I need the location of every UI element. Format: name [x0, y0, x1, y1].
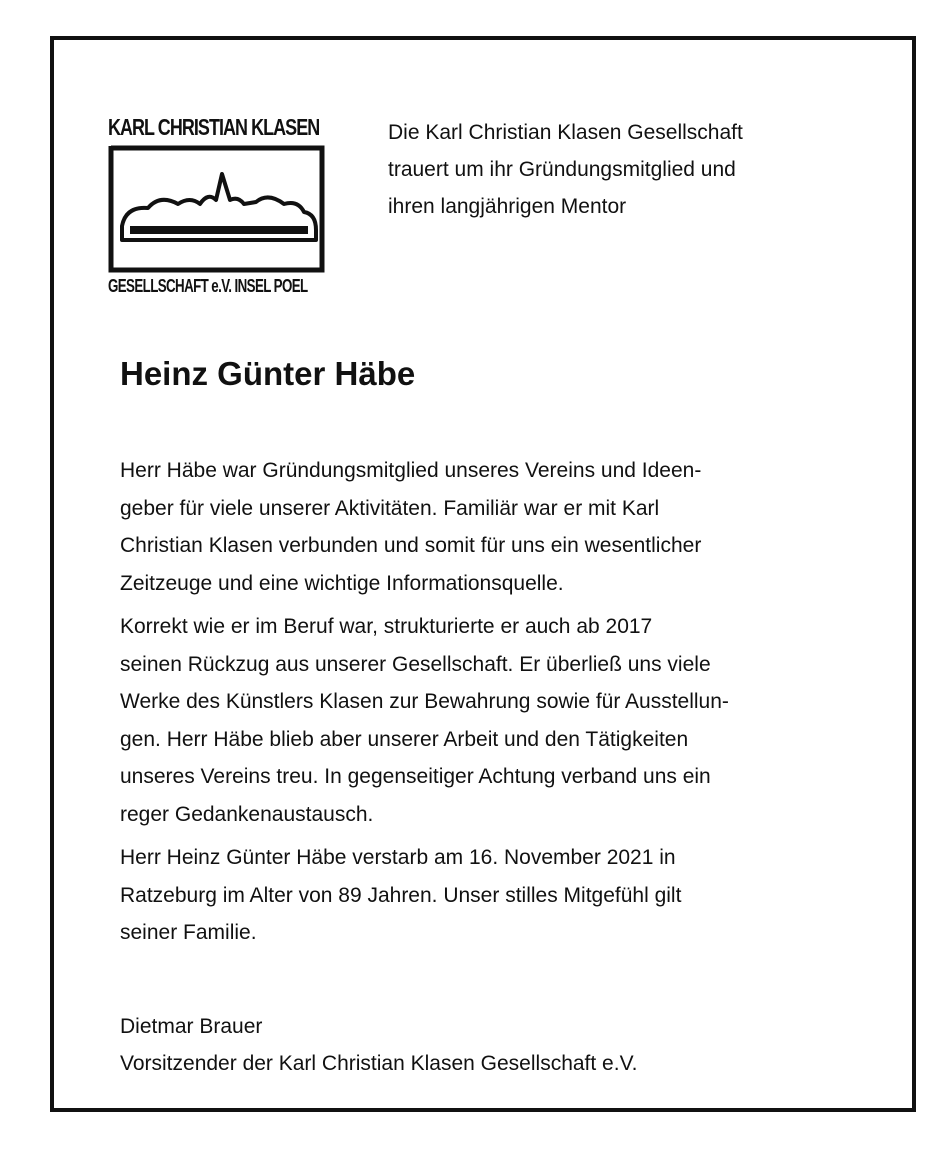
intro-text	[388, 114, 858, 225]
signature-block	[120, 1008, 637, 1082]
logo-top-text: KARL CHRISTIAN KLASEN	[108, 114, 320, 140]
paragraph	[120, 452, 880, 602]
obituary-body	[120, 452, 880, 958]
intro-line: trauert um ihr Gründungsmitglied und	[388, 158, 736, 181]
paragraph-line: Christian Klasen verbunden und somit für uns ein wesentlicher	[120, 534, 702, 557]
paragraph	[120, 608, 880, 833]
paragraph-line: Zeitzeuge und eine wichtige Informationsquelle.	[120, 571, 564, 595]
paragraph-line: Herr Häbe war Gründungsmitglied unseres Vereins und Ideen-	[120, 459, 702, 482]
paragraph	[120, 839, 880, 952]
paragraph-line: Ratzeburg im Alter von 89 Jahren. Unser stilles Mitgefühl gilt	[120, 883, 682, 907]
signatory-title: Vorsitzender der Karl Christian Klasen Gesellschaft e.V.	[120, 1052, 638, 1075]
paragraph-line: geber für viele unserer Aktivitäten. Familiär war er mit Karl	[120, 496, 660, 520]
intro-line: Die Karl Christian Klasen Gesellschaft	[388, 121, 743, 144]
intro-line: ihren langjährigen Mentor	[388, 195, 627, 218]
paragraph-line: unseres Vereins treu. In gegenseitiger Achtung verband uns ein	[120, 765, 711, 788]
paragraph-line: seinen Rückzug aus unserer Gesellschaft. Er überließ uns viele	[120, 652, 711, 676]
logo-bottom-text: GESELLSCHAFT e.V. INSEL POEL	[108, 276, 308, 296]
paragraph-line: Korrekt wie er im Beruf war, strukturierte er auch ab 2017	[120, 615, 653, 638]
paragraph-line: gen. Herr Häbe blieb aber unserer Arbeit und den Tätigkeiten	[120, 727, 689, 751]
paragraph-line: Werke des Künstlers Klasen zur Bewahrung sowie für Ausstellun-	[120, 690, 729, 713]
logo-emblem-icon	[108, 144, 328, 274]
deceased-name: Heinz Günter Häbe	[120, 355, 416, 392]
paragraph-line: seiner Familie.	[120, 921, 257, 944]
society-logo	[108, 114, 328, 298]
paragraph-line: Herr Heinz Günter Häbe verstarb am 16. November 2021 in	[120, 846, 676, 869]
signatory-name: Dietmar Brauer	[120, 1015, 263, 1038]
paragraph-line: reger Gedankenaustausch.	[120, 802, 374, 826]
